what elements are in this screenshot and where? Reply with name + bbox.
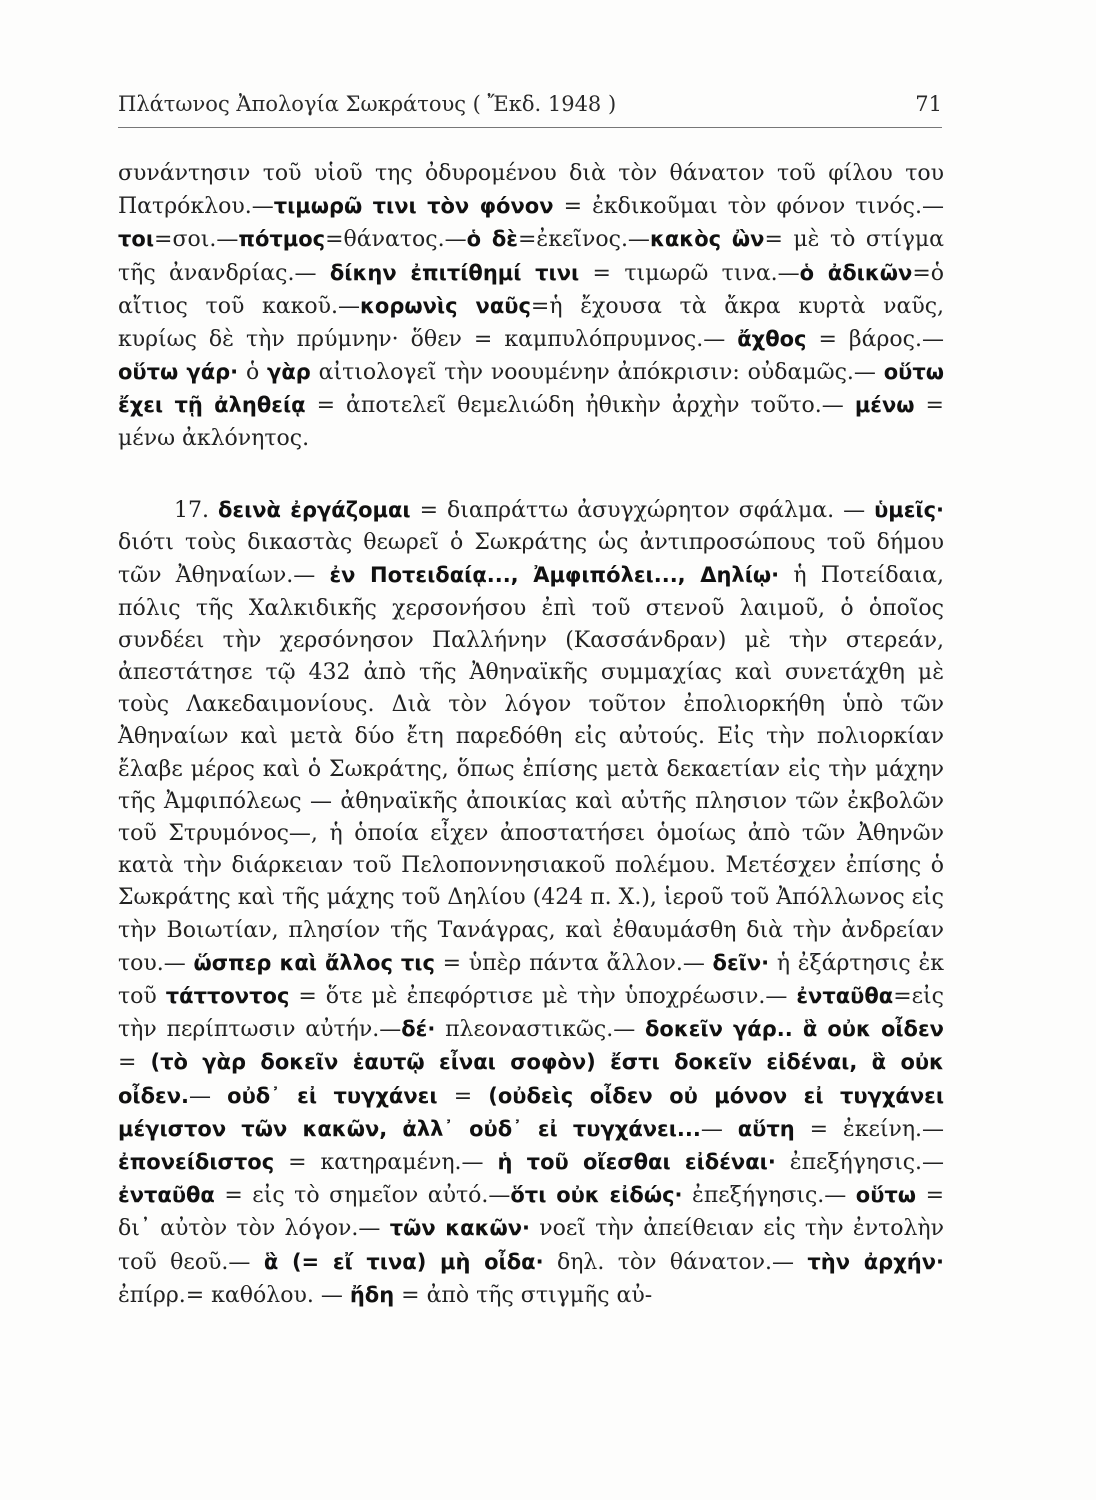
lemma-term: δεῖν· [712, 950, 770, 975]
gloss-text: = ἐκείνη.— [794, 1116, 945, 1142]
gloss-text: συνάντησιν τοῦ υἱοῦ της ὀδυρομένου διὰ τὸν θάνατον τοῦ φίλου του Πατρόκλου.— [118, 161, 944, 220]
lemma-term: ἄχθος [737, 327, 807, 352]
gloss-text: = εἰς τὸ σημεῖον αὐτό.— [214, 1183, 511, 1209]
lemma-term: ἡ τοῦ οἴεσθαι εἰδέναι· [497, 1150, 776, 1175]
gloss-text: ἐπίρρ.= καθόλου. — [118, 1282, 350, 1308]
lemma-term: ὅτι οὐκ εἰδώς· [510, 1183, 683, 1208]
lemma-term: αὕτη [737, 1116, 795, 1141]
lemma-term: δέ· [401, 1017, 436, 1042]
lemma-term: οὕτω ἔχει τῇ ἀληθείᾳ [118, 360, 944, 418]
lemma-term: ἃ (= εἴ τινα) μὴ οἶδα· [263, 1249, 544, 1274]
gloss-text: πλεοναστικῶς.— [435, 1017, 645, 1043]
lemma-term: δεινὰ ἐργάζομαι [217, 498, 411, 522]
lemma-term: ἐνταῦθα [118, 1183, 215, 1208]
gloss-text: νοεῖ τὴν ἀπείθειαν εἰς τὴν ἐντολὴν τοῦ θεοῦ.— [118, 1216, 944, 1275]
gloss-text: =ἡ ἔχουσα τὰ ἄκρα κυρτὰ ναῦς, κυρίως δὲ τὴν πρύμνην· ὅθεν = καμπυλόπρυμνος.— [118, 293, 945, 353]
lemma-term: ἐν Ποτειδαίᾳ..., Ἀμφιπόλει..., Δηλίῳ· [329, 563, 780, 588]
gloss-text: = μὲ τὸ στίγμα τῆς ἀνανδρίας.— [118, 227, 944, 286]
gloss-text: — [700, 1116, 738, 1142]
lemma-term: ἤδη [349, 1282, 395, 1307]
commentary-paragraph-2 [118, 494, 944, 1312]
gloss-text: = ἐκδικοῦμαι τὸν φόνον τινός.— [553, 194, 944, 220]
gloss-text: ἡ Ποτείδαια, πόλις τῆς Χαλκιδικῆς χερσονήσου ἐπὶ τοῦ στενοῦ λαιμοῦ, ὁ ὁποῖος συνδέει τὴν χερσόνησον Παλλήνην (Κασσάνδραν) μὲ τὴν στερεάν, ἀπεστάτησε τῷ 432 ἀπὸ τῆς Ἀθηναϊκῆς συμμαχίας καὶ συνετάχθη μὲ τοὺς Λακεδαιμονίους. Διὰ τὸν λόγον τοῦτον ἐπολιορκήθη ὑπὸ τῶν Ἀθηναίων καὶ μετὰ δύο ἔτη παρεδόθη εἰς αὐτούς. Εἰς τὴν πολιορκίαν ἔλαβε μέρος καὶ ὁ Σωκράτης, ὅπως ἐπίσης μετὰ δεκαετίαν εἰς τὴν μάχην τῆς Ἀμφιπόλεως — ἀθηναϊκῆς ἀποικίας καὶ αὐτῆς πλησιον τῶν ἐκβολῶν τοῦ Στρυμόνος—, ἡ ὁποία εἶχεν ἀποστατήσει ὁμοίως ἀπὸ τῶν Ἀθηνῶν κατὰ τὴν διάρκειαν τοῦ Πελοποννησιακοῦ πολέμου. Μετέσχεν ἐπίσης ὁ Σωκράτης καὶ τῆς μάχης τοῦ Δηλίου (424 π. Χ.), ἱεροῦ τοῦ Ἀπόλλωνος εἰς τὴν Βοιωτίαν, πλησίον τῆς Τανάγρας, καὶ ἐθαυμάσθη διὰ τὴν ἀνδρείαν του.— [118, 563, 944, 976]
gloss-text: = διαπράττω ἀσυγχώρητον σφάλμα. — [410, 498, 875, 523]
gloss-text: = βάρος.— [806, 327, 944, 353]
lemma-term: ὑμεῖς· [874, 498, 944, 522]
paragraph-body [118, 158, 944, 455]
lemma-term: ὁ δὲ [466, 227, 518, 252]
lemma-term: (τὸ γὰρ δοκεῖν ἑαυτῷ εἶναι σοφὸν) ἔστι δοκεῖν εἰδέναι, ἃ οὐκ οἶδεν. [118, 1050, 944, 1108]
gloss-text: =εἰς τὴν περίπτωσιν αὐτήν.— [118, 984, 944, 1043]
lemma-term: τάττοντος [165, 984, 290, 1009]
lemma-term: ὁ ἀδικῶν [799, 260, 913, 285]
gloss-text: = τιμωρῶ τινα.— [579, 260, 800, 286]
running-header [118, 92, 942, 124]
lemma-term: τῶν κακῶν· [389, 1216, 531, 1241]
lemma-term: κορωνὶς ναῦς [359, 293, 531, 318]
gloss-text: = [118, 1050, 151, 1076]
page-number: 71 [915, 92, 942, 116]
gloss-text: = δι᾿ αὐτὸν τὸν λόγον.— [118, 1183, 945, 1242]
lemma-term: δοκεῖν γάρ.. ἃ οὐκ οἶδεν [644, 1017, 944, 1042]
header-rule [118, 127, 942, 128]
gloss-text: =ἐκεῖνος.— [517, 227, 650, 253]
lemma-term: μένω [854, 393, 915, 418]
gloss-text: =θάνατος.— [325, 227, 467, 253]
gloss-text: = ἀποτελεῖ θεμελιώδη ἠθικὴν ἀρχὴν τοῦτο.— [305, 393, 855, 419]
gloss-text: = μένω ἀκλόνητος. [118, 393, 944, 451]
gloss-text: = ἀπὸ τῆς στιγμῆς αὐ- [394, 1282, 653, 1308]
lemma-term: κακὸς ὢν [649, 227, 765, 252]
commentary-paragraph-1 [118, 158, 944, 455]
gloss-text: διότι τοὺς δικαστὰς θεωρεῖ ὁ Σωκράτης ὡς ἀντιπροσώπους τοῦ δήμου τῶν Ἀθηναίων.— [118, 530, 944, 589]
lemma-term: δίκην ἐπιτίθημί τινι [329, 260, 580, 285]
lemma-term: πότμος [238, 227, 326, 252]
gloss-text: = ὑπὲρ πάντα ἄλλον.— [434, 950, 713, 976]
gloss-text: = κατηραμένη.— [274, 1150, 498, 1176]
gloss-text: δηλ. τὸν θάνατον.— [543, 1249, 808, 1275]
gloss-text: ἡ ἐξάρτησις ἐκ τοῦ [118, 950, 945, 1010]
lemma-term: οὕτω γάρ· [118, 360, 239, 385]
lemma-term: οὐδ᾿ εἰ τυγχάνει [227, 1083, 438, 1108]
gloss-text: = ὅτε μὲ ἐπεφόρτισε μὲ τὴν ὑποχρέωσιν.— [289, 984, 797, 1010]
gloss-text: ἐπεξήγησις.— [775, 1150, 945, 1176]
lemma-term: τιμωρῶ τινι τὸν φόνον [273, 194, 554, 219]
lemma-term: ἐνταῦθα [796, 984, 894, 1009]
running-title: Πλάτωνος Ἀπολογία Σωκράτους ( Ἔκδ. 1948 ) [118, 92, 617, 116]
gloss-text: — [189, 1083, 228, 1109]
lemma-term: τοι [118, 227, 155, 252]
gloss-text: = [437, 1083, 489, 1109]
gloss-text: =ὁ αἴτιος τοῦ κακοῦ.— [118, 260, 944, 319]
lemma-term: τὴν ἀρχήν· [807, 1249, 944, 1274]
gloss-text: αἰτιολογεῖ τὴν νοουμένην ἀπόκρισιν: οὐδαμῶς.— [310, 360, 884, 386]
paragraph-body [118, 494, 944, 1312]
lemma-term: οὕτω [855, 1183, 917, 1208]
lemma-term: ὥσπερ καὶ ἄλλος τις [193, 950, 435, 975]
gloss-text: =σοι.— [154, 227, 239, 253]
lemma-term: ἐπονείδιστος [118, 1150, 275, 1175]
gloss-text: ἐπεξήγησις.— [682, 1183, 856, 1209]
gloss-text: ὁ [238, 360, 268, 386]
gloss-text: 17. [174, 498, 218, 523]
lemma-term: (οὐδεὶς οἶδεν οὐ μόνον εἰ τυγχάνει μέγιστον τῶν κακῶν, ἀλλ᾿ οὐδ᾿ εἰ τυγχάνει... [118, 1083, 945, 1141]
lemma-term: γὰρ [267, 360, 311, 385]
